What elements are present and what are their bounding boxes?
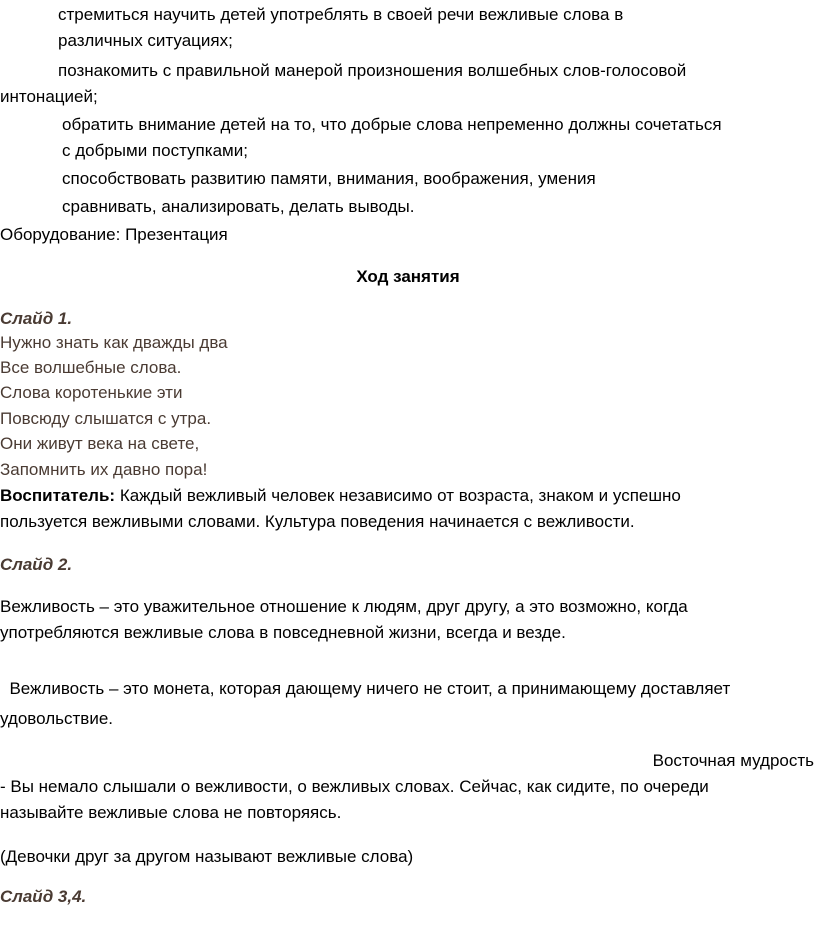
quote-line: Вежливость – это монета, которая дающему ничего не стоит, а принимающему доставляет — [0, 679, 731, 698]
poem-line: Запомнить их давно пора! — [0, 460, 208, 479]
poem-line: Они живут века на свете, — [0, 434, 200, 453]
teacher-paragraph — [0, 485, 681, 507]
task-line: - Вы немало слышали о вежливости, о вежливых словах. Сейчас, как сидите, по очереди — [0, 777, 709, 796]
teacher-text: Каждый вежливый человек независимо от возраста, знаком и успешно — [115, 486, 681, 505]
poem-line: Повсюду слышатся с утра. — [0, 409, 212, 428]
goal-line: обратить внимание детей на то, что добрые слова непременно должны сочетаться — [62, 115, 722, 134]
slide-1-label: Слайд 1. — [0, 309, 73, 328]
equipment-line: Оборудование: Презентация — [0, 225, 228, 244]
poem-line: Все волшебные слова. — [0, 358, 182, 377]
slide-2-label: Слайд 2. — [0, 555, 73, 574]
slide-3-4-label: Слайд 3,4. — [0, 887, 87, 906]
goal-line: интонацией; — [0, 87, 98, 106]
quote-attribution: Восточная мудрость — [652, 751, 814, 770]
section-heading: Ход занятия — [356, 267, 460, 286]
teacher-paragraph-line: пользуется вежливыми словами. Культура поведения начинается с вежливости. — [0, 512, 635, 531]
goal-line: способствовать развитию памяти, внимания, воображения, умения — [62, 169, 596, 188]
poem-line: Слова коротенькие эти — [0, 383, 183, 402]
politeness-line: Вежливость – это уважительное отношение к людям, друг другу, а это возможно, когда — [0, 597, 688, 616]
politeness-line: употребляются вежливые слова в повседневной жизни, всегда и везде. — [0, 623, 566, 642]
goal-line: стремиться научить детей употреблять в своей речи вежливые слова в — [58, 5, 624, 24]
girls-line: (Девочки друг за другом называют вежливые слова) — [0, 847, 414, 866]
goal-line: различных ситуациях; — [58, 31, 233, 50]
goal-line: познакомить с правильной манерой произношения волшебных слов-голосовой — [58, 61, 687, 80]
quote-line: удовольствие. — [0, 709, 113, 728]
goal-line: сравнивать, анализировать, делать выводы. — [62, 197, 415, 216]
teacher-label: Воспитатель: — [0, 486, 116, 505]
goal-line: с добрыми поступками; — [62, 141, 248, 160]
task-line: называйте вежливые слова не повторяясь. — [0, 803, 342, 822]
poem-line: Нужно знать как дважды два — [0, 333, 228, 352]
